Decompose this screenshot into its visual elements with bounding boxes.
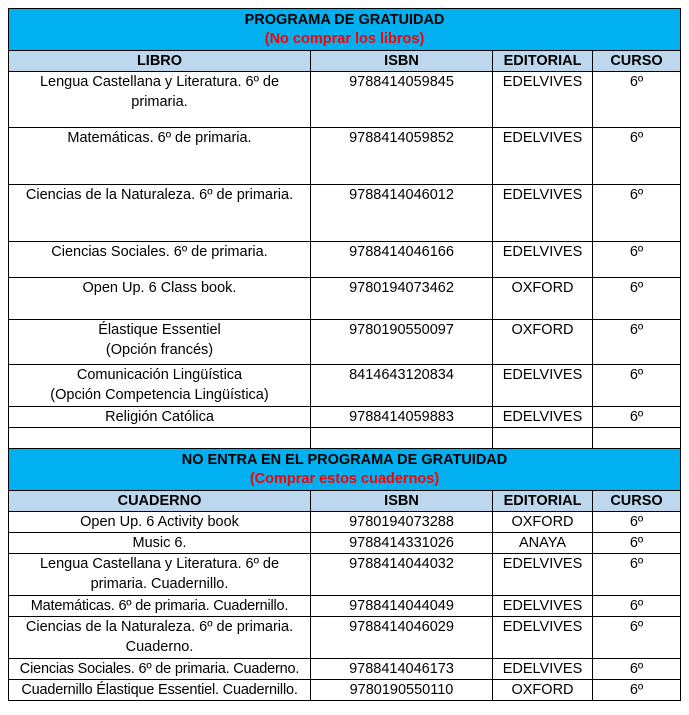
empty-cell bbox=[311, 428, 493, 449]
editorial-cell: EDELVIVES bbox=[493, 617, 593, 659]
section1-title: PROGRAMA DE GRATUIDAD bbox=[244, 12, 445, 28]
curso-cell: 6º bbox=[593, 128, 681, 185]
isbn-cell: 9780190550110 bbox=[311, 680, 493, 701]
isbn-cell: 8414643120834 bbox=[311, 365, 493, 407]
libro-cell: Ciencias de la Naturaleza. 6º de primaria. bbox=[9, 185, 311, 242]
table-row bbox=[9, 533, 681, 554]
empty-row bbox=[9, 428, 681, 449]
curso-cell: 6º bbox=[593, 278, 681, 320]
libro-cell bbox=[9, 365, 311, 407]
isbn-cell: 9780190550097 bbox=[311, 320, 493, 365]
curso-cell: 6º bbox=[593, 320, 681, 365]
curso-cell: 6º bbox=[593, 533, 681, 554]
editorial-cell: EDELVIVES bbox=[493, 365, 593, 407]
libro-cell: Lengua Castellana y Literatura. 6º de primaria. bbox=[9, 72, 311, 128]
table-row bbox=[9, 596, 681, 617]
editorial-cell: EDELVIVES bbox=[493, 596, 593, 617]
libro-line-1: Comunicación Lingüística bbox=[76, 367, 243, 383]
section2-banner-row bbox=[9, 449, 681, 491]
column-header-isbn: ISBN bbox=[311, 491, 493, 512]
isbn-cell: 9788414044032 bbox=[311, 554, 493, 596]
column-header-editorial: EDITORIAL bbox=[493, 491, 593, 512]
libro-cell: Ciencias Sociales. 6º de primaria. bbox=[9, 242, 311, 278]
column-header-curso: CURSO bbox=[593, 491, 681, 512]
section1-banner-row bbox=[9, 9, 681, 51]
curso-cell: 6º bbox=[593, 512, 681, 533]
curso-cell: 6º bbox=[593, 365, 681, 407]
column-header-curso: CURSO bbox=[593, 51, 681, 72]
table-row bbox=[9, 512, 681, 533]
isbn-cell: 9788414331026 bbox=[311, 533, 493, 554]
editorial-cell: EDELVIVES bbox=[493, 554, 593, 596]
table-row bbox=[9, 680, 681, 701]
editorial-cell: OXFORD bbox=[493, 278, 593, 320]
editorial-cell: EDELVIVES bbox=[493, 659, 593, 680]
curso-cell: 6º bbox=[593, 659, 681, 680]
table-row bbox=[9, 659, 681, 680]
editorial-cell: EDELVIVES bbox=[493, 72, 593, 128]
editorial-cell: OXFORD bbox=[493, 512, 593, 533]
book-list-table bbox=[8, 8, 681, 701]
libro-line-2: (Opción francés) bbox=[105, 342, 214, 358]
empty-cell bbox=[9, 428, 311, 449]
empty-cell bbox=[493, 428, 593, 449]
isbn-cell: 9788414046012 bbox=[311, 185, 493, 242]
cuaderno-cell: Lengua Castellana y Literatura. 6º de primaria. Cuadernillo. bbox=[9, 554, 311, 596]
editorial-cell: EDELVIVES bbox=[493, 242, 593, 278]
isbn-cell: 9788414059852 bbox=[311, 128, 493, 185]
editorial-cell: OXFORD bbox=[493, 680, 593, 701]
libro-cell: Open Up. 6 Class book. bbox=[9, 278, 311, 320]
libro-line-2: (Opción Competencia Lingüística) bbox=[50, 387, 269, 403]
table-row bbox=[9, 242, 681, 278]
table-row bbox=[9, 554, 681, 596]
cuaderno-cell: Ciencias de la Naturaleza. 6º de primaria. Cuaderno. bbox=[9, 617, 311, 659]
empty-cell bbox=[593, 428, 681, 449]
section2-header-row bbox=[9, 491, 681, 512]
editorial-cell: EDELVIVES bbox=[493, 185, 593, 242]
libro-cell: Matemáticas. 6º de primaria. bbox=[9, 128, 311, 185]
curso-cell: 6º bbox=[593, 554, 681, 596]
isbn-cell: 9780194073288 bbox=[311, 512, 493, 533]
cuaderno-cell: Matemáticas. 6º de primaria. Cuadernillo. bbox=[9, 596, 311, 617]
section1-banner bbox=[9, 9, 681, 51]
curso-cell: 6º bbox=[593, 185, 681, 242]
section2-title: NO ENTRA EN EL PROGRAMA DE GRATUIDAD bbox=[181, 452, 508, 468]
section2-banner bbox=[9, 449, 681, 491]
libro-cell bbox=[9, 320, 311, 365]
cuaderno-cell: Music 6. bbox=[9, 533, 311, 554]
curso-cell: 6º bbox=[593, 72, 681, 128]
editorial-cell: EDELVIVES bbox=[493, 128, 593, 185]
curso-cell: 6º bbox=[593, 242, 681, 278]
isbn-cell: 9788414059883 bbox=[311, 407, 493, 428]
section1-subtitle: (No comprar los libros) bbox=[264, 31, 425, 47]
isbn-cell: 9788414046029 bbox=[311, 617, 493, 659]
column-header-libro: LIBRO bbox=[9, 51, 311, 72]
curso-cell: 6º bbox=[593, 680, 681, 701]
editorial-cell: ANAYA bbox=[493, 533, 593, 554]
editorial-cell: OXFORD bbox=[493, 320, 593, 365]
table-row bbox=[9, 278, 681, 320]
curso-cell: 6º bbox=[593, 617, 681, 659]
table-row bbox=[9, 128, 681, 185]
isbn-cell: 9788414046173 bbox=[311, 659, 493, 680]
cuaderno-cell: Cuadernillo Élastique Essentiel. Cuadernillo. bbox=[9, 680, 311, 701]
isbn-cell: 9788414044049 bbox=[311, 596, 493, 617]
isbn-cell: 9780194073462 bbox=[311, 278, 493, 320]
editorial-cell: EDELVIVES bbox=[493, 407, 593, 428]
isbn-cell: 9788414059845 bbox=[311, 72, 493, 128]
libro-cell: Religión Católica bbox=[9, 407, 311, 428]
table-row bbox=[9, 617, 681, 659]
libro-line-1: Élastique Essentiel bbox=[98, 322, 221, 338]
column-header-cuaderno: CUADERNO bbox=[9, 491, 311, 512]
curso-cell: 6º bbox=[593, 596, 681, 617]
table-row bbox=[9, 72, 681, 128]
column-header-isbn: ISBN bbox=[311, 51, 493, 72]
table-row bbox=[9, 407, 681, 428]
table-row bbox=[9, 185, 681, 242]
section1-header-row bbox=[9, 51, 681, 72]
section2-subtitle: (Comprar estos cuadernos) bbox=[249, 471, 440, 487]
isbn-cell: 9788414046166 bbox=[311, 242, 493, 278]
cuaderno-cell: Ciencias Sociales. 6º de primaria. Cuaderno. bbox=[9, 659, 311, 680]
table-row bbox=[9, 320, 681, 365]
curso-cell: 6º bbox=[593, 407, 681, 428]
column-header-editorial: EDITORIAL bbox=[493, 51, 593, 72]
cuaderno-cell: Open Up. 6 Activity book bbox=[9, 512, 311, 533]
table-row bbox=[9, 365, 681, 407]
